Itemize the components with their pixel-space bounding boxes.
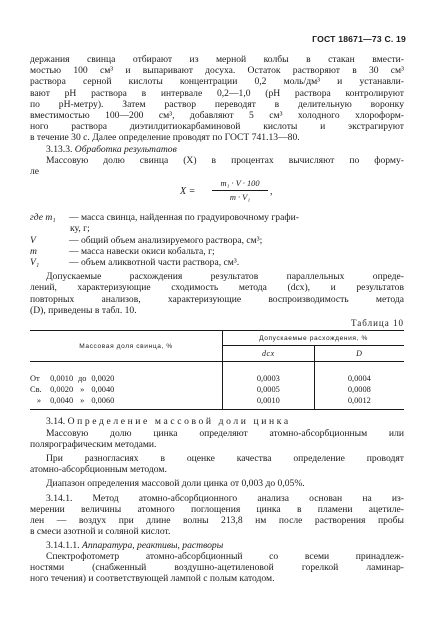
text-line: вместимостью 100—200 см³, добавляют 5 см³ холодного хлороформ-: [30, 110, 404, 122]
section-number: 3.13.3.: [46, 143, 73, 155]
text-line: (D), приведены в табл. 10.: [30, 304, 137, 316]
definition-text: — объем аликвотной части раствора, см³.: [69, 257, 240, 269]
method-paragraph: [30, 493, 404, 538]
definition-text: ку, г;: [70, 223, 90, 235]
text-line: полярографическим методами.: [30, 438, 157, 450]
mass-range-cell: [30, 384, 223, 395]
d-cell: 0,0008: [314, 384, 404, 395]
section-title: Аппаратура, реактивы, растворы: [81, 539, 224, 551]
body-text: [30, 54, 404, 584]
mass-range-cell: [30, 373, 223, 384]
text-line: Допускаемые расхождения результатов параллельных опреде-: [46, 271, 404, 283]
text-line: Массовую долю цинка определяют атомно-абсорбционным или: [46, 427, 404, 439]
section-heading-3-14: [30, 416, 404, 427]
dsx-cell: 0,0005: [223, 384, 315, 395]
text-line: ного течения) и соответствующей лампой с полым катодом.: [30, 573, 275, 585]
disagreement-paragraph: [30, 453, 404, 475]
definition-term: V: [30, 234, 36, 246]
definition-text: — общий объем анализируемого раствора, см³;: [69, 234, 263, 246]
definition-row: [30, 257, 404, 268]
section-title: Определение массовой доли цинка: [67, 416, 291, 428]
definition-row: [30, 223, 404, 234]
column-header-d: D: [314, 346, 404, 362]
table-row: [30, 395, 404, 410]
formula-denominator: m · V₁: [229, 193, 251, 203]
section-heading-3-14-1-1: [30, 540, 404, 551]
table-row: [30, 384, 404, 395]
text-line: мерении величины атомного поглощения цинка в пламени ацетиле-: [30, 503, 404, 515]
d-cell: 0,0012: [314, 395, 404, 410]
range-to: 0,0040: [91, 385, 115, 395]
range-from: 0,0020: [50, 385, 74, 395]
section-number: 3.14.: [46, 416, 66, 428]
apparatus-paragraph: [30, 551, 404, 585]
formula-lhs: X =: [180, 186, 196, 198]
range-prefix: От: [30, 373, 40, 383]
section-number: 3.14.1.1.: [46, 539, 80, 551]
definition-term: m: [30, 245, 37, 257]
range-from: 0,0040: [50, 396, 74, 406]
text-line: лений, характеризующие сходимость метода (dсх), и результатов: [30, 282, 404, 294]
intro-paragraph: [30, 54, 404, 144]
section-title: Обработка результатов: [74, 143, 177, 155]
formula-intro: [30, 155, 404, 177]
text-line: ностями (снабженный воздушно-ацетиленовой горелкой ламинар-: [30, 561, 404, 573]
variable-definitions: [30, 212, 404, 268]
mass-range-cell: [30, 395, 223, 410]
range-mid: до: [77, 373, 87, 383]
range-mid: »: [80, 385, 85, 395]
range-prefix: Св.: [30, 385, 42, 395]
text-line: Спектрофотометр атомно-абсорбционный со всеми принадлеж-: [46, 550, 404, 562]
dsx-cell: 0,0003: [223, 373, 315, 384]
text-line: лен — воздух при длине волны 213,8 нм после растворения пробы: [30, 515, 404, 527]
text-line: раствора серной кислоты концентрации 0,2 моль/дм³ и устанавли-: [30, 76, 404, 88]
page-header: ГОСТ 18671—73 С. 19: [312, 34, 406, 44]
definition-row: [30, 212, 404, 223]
range-from: 0,0010: [50, 373, 74, 383]
text-line: в течение 30 с. Далее определение проводят по ГОСТ 741.13—80.: [30, 132, 300, 144]
definition-term: V₁: [30, 257, 40, 269]
range-to: 0,0060: [91, 396, 115, 406]
column-header-mass-fraction: Массовая доля свинца, %: [30, 331, 223, 362]
definition-text: — масса навески окиси кобальта, г;: [69, 245, 215, 257]
text-line: При разногласиях в оценке качества определение проводят: [46, 453, 404, 465]
d-cell: 0,0004: [314, 373, 404, 384]
range-mid: »: [80, 396, 85, 406]
dsx-cell: 0,0010: [223, 395, 315, 410]
range-paragraph: Диапазон определения массовой доли цинка от 0,003 до 0,05%.: [46, 478, 305, 490]
column-header-allowed: Допускаемые расхождения, %: [223, 331, 405, 346]
section-heading-3-13-3: [30, 144, 404, 155]
definition-term: где m₁: [30, 212, 56, 224]
table-title: Таблица 10: [351, 318, 404, 329]
zinc-paragraph: [30, 428, 404, 450]
table-row: [30, 373, 404, 384]
text-line: по pH-метру). Затем раствор переводят в делительную воронку: [30, 98, 404, 110]
range-to: 0,0020: [91, 373, 115, 383]
text-line: 3.14.1. Метод атомно-абсорбционного анализа основан на из-: [46, 492, 404, 504]
formula-fraction: [212, 178, 268, 203]
text-line: держания свинца отбирают из мерной колбы в стакан вмести-: [30, 54, 404, 65]
definition-row: [30, 235, 404, 246]
text-line: ле: [30, 166, 40, 178]
range-prefix: »: [36, 396, 42, 406]
column-header-dsx: dсх: [223, 346, 315, 362]
text-line: вают pH раствора в интервале 0,2—1,0 (pH раствора контролируют: [30, 87, 404, 99]
text-line: повторных анализов, характеризующие воспроизводимость метода: [30, 293, 404, 305]
text-line: ного раствора диэтилдитиокарбаминовой кислоты и экстрагируют: [30, 121, 404, 133]
text-line: в смеси азотной и соляной кислот.: [30, 526, 171, 538]
tolerance-paragraph: [30, 271, 404, 316]
tolerance-table: [30, 330, 404, 410]
definition-row: [30, 246, 404, 257]
lead-fraction-formula: [30, 178, 404, 208]
formula-numerator: m₁ · V · 100: [212, 178, 268, 191]
formula-trail: ,: [270, 186, 273, 198]
text-line: мостью 100 см³ и выпаривают досуха. Остаток растворяют в 30 см³: [30, 65, 404, 77]
definition-text: — масса свинца, найденная по градуировочному графи-: [69, 212, 299, 224]
text-line: Массовую долю свинца (X) в процентах вычисляют по форму-: [46, 154, 404, 166]
text-line: атомно-абсорбционным методом.: [30, 464, 167, 476]
